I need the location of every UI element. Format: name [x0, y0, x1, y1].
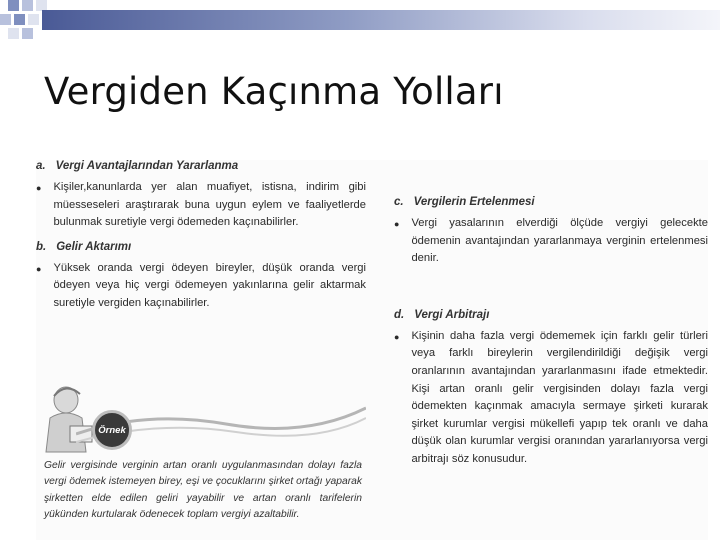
bullet-icon: ●	[394, 331, 400, 342]
right-column	[394, 160, 708, 478]
section-a-title: Vergi Avantajlarından Yararlanma	[55, 160, 239, 172]
slide-title: Vergiden Kaçınma Yolları	[44, 70, 504, 113]
left-column	[36, 160, 366, 322]
section-a-letter: a.	[36, 160, 46, 172]
section-c-bullet	[394, 215, 708, 268]
section-a-bullet	[36, 179, 366, 232]
scanned-page	[36, 160, 708, 540]
example-badge: Örnek	[92, 410, 132, 450]
bullet-icon: ●	[36, 183, 42, 193]
section-b-title: Gelir Aktarımı	[56, 240, 132, 253]
section-a-text: Kişiler,kanunlarda yer alan muafiyet, istisna, indirim gibi müesseseleri araştırarak buna uygun eylem ve faaliyetlerde bulunmak suretiyle vergi ödemeden kaçınabilirler.	[53, 181, 366, 229]
section-b-bullet	[36, 260, 366, 313]
bullet-icon: ●	[394, 219, 400, 229]
section-b-heading	[36, 241, 366, 253]
section-c-text: Vergi yasalarının elverdiği ölçüde vergiyi gelecekte ödemenin avantajından yararlanmaya verginin ertelenmesi denir.	[411, 217, 708, 265]
section-d-bullet	[394, 328, 708, 469]
section-d-title: Vergi Arbitrajı	[414, 308, 490, 321]
section-b-text: Yüksek oranda vergi ödeyen bireyler, düşük oranda vergi ödeyen veya hiç vergi ödemeyen yakınlarına gelir aktarmak suretiyle vergiden kaçınabilirler.	[53, 261, 366, 309]
section-b-letter: b.	[36, 240, 47, 253]
bullet-icon: ●	[36, 263, 42, 274]
example-box	[36, 382, 366, 540]
section-d-text: Kişinin daha fazla vergi ödememek için farklı gelir türleri veya farklı bireylerin vergilendirildiği değişik vergi oranlarının avantajından yararlanmasını ifade etmektedir. Kişi artan oranlı gelir vergisinden dolayı fazla vergi ödemekten kaçınmak amacıyla sermaye şirketi kurarak şirket kurumlar vergisi mükellefi yapıp tek oranlı ve daha düşük olan kurumlar vergisi oranından yararlanıyorsa vergi arbitrajı söz konusudur.	[411, 329, 708, 465]
section-c-heading	[394, 196, 708, 208]
header-gradient-bar	[42, 10, 720, 30]
section-c-title: Vergilerin Ertelenmesi	[413, 196, 535, 208]
section-a-heading	[36, 160, 366, 172]
section-d-letter: d.	[394, 308, 405, 321]
example-text: Gelir vergisinde verginin artan oranlı uygulanmasından dolayı fazla vergi ödemek istemeyen birey, eşi ve çocuklarını şirket ortağı yaparak şirketten elde edilen geliri yayabilir ve artan oranlı tarifelerin yükünden kurtularak ödenecek toplam vergiyi azaltabilir.	[44, 460, 362, 520]
section-c-letter: c.	[394, 196, 404, 208]
section-d-heading	[394, 309, 708, 321]
